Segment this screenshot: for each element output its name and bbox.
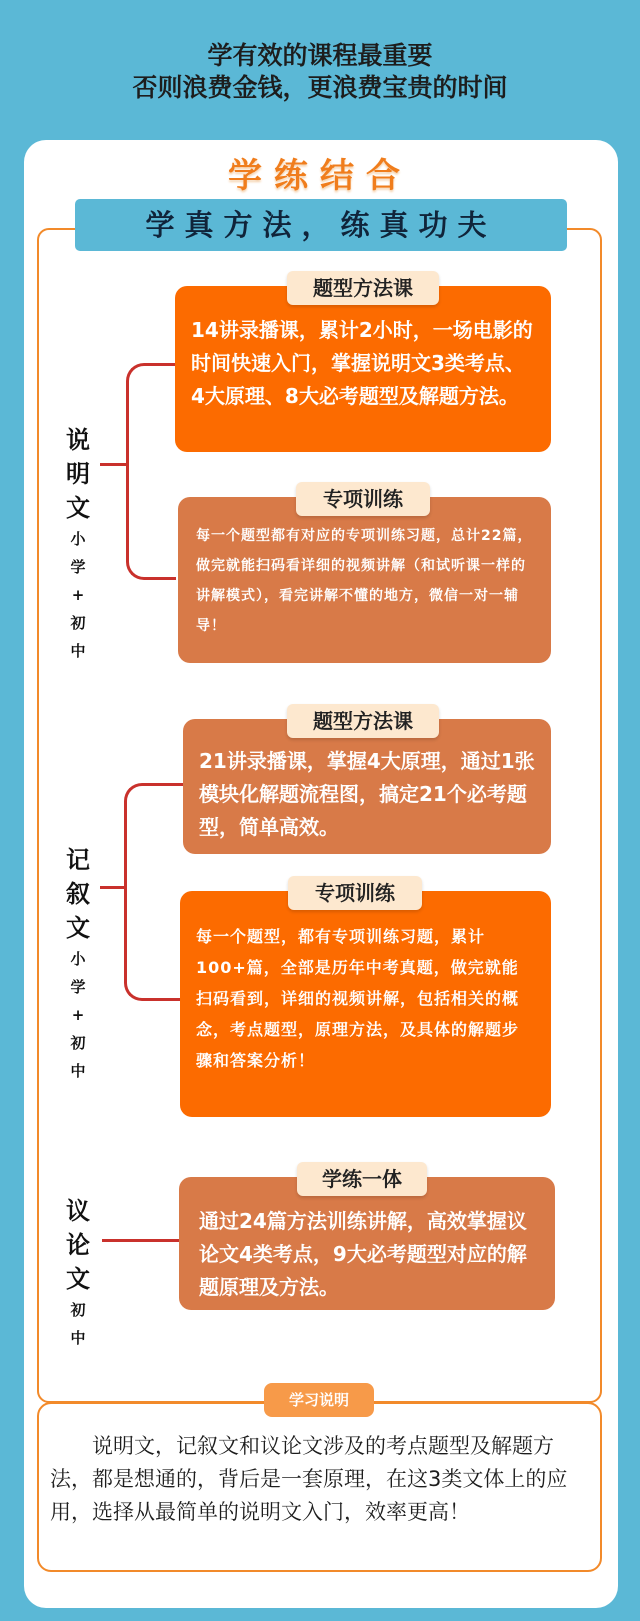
banner: 学真方法，练真功夫 bbox=[75, 199, 567, 251]
group-level-char: + bbox=[71, 1006, 85, 1024]
group-name-char: 说 bbox=[66, 426, 90, 454]
group-name-char: 文 bbox=[66, 494, 90, 522]
card-method-course bbox=[175, 276, 551, 452]
card-text: 21讲录播课，掌握4大原理，通过1张模块化解题流程图，搞定21个必考题型，简单高效。 bbox=[199, 749, 535, 839]
card-tab: 题型方法课 bbox=[287, 271, 439, 305]
group-name-char: 记 bbox=[66, 846, 90, 874]
group-level-char: 中 bbox=[70, 642, 86, 660]
group-name-char: 叙 bbox=[66, 880, 90, 908]
group-level-char: 初 bbox=[70, 1301, 86, 1319]
card-method-course bbox=[183, 709, 551, 854]
group-name-char: 论 bbox=[66, 1231, 90, 1259]
section-title: 学练结合 bbox=[228, 156, 412, 196]
connector-bracket bbox=[126, 363, 176, 580]
group-level-char: 初 bbox=[70, 1034, 86, 1052]
card-tab: 专项训练 bbox=[296, 482, 430, 516]
card-text: 通过24篇方法训练讲解，高效掌握议论文4类考点，9大必考题型对应的解题原理及方法。 bbox=[199, 1209, 527, 1299]
group-level-char: + bbox=[71, 586, 85, 604]
group-level-char: 学 bbox=[70, 558, 86, 576]
card-tab: 题型方法课 bbox=[287, 704, 439, 738]
group-name-char: 明 bbox=[66, 460, 90, 488]
group-name-char: 文 bbox=[66, 1265, 90, 1293]
group-label-argumentative bbox=[60, 1194, 96, 1352]
connector-line bbox=[100, 886, 126, 889]
group-level-char: 中 bbox=[70, 1329, 86, 1347]
card-tab: 专项训练 bbox=[288, 876, 422, 910]
group-level-char: 小 bbox=[70, 950, 86, 968]
card-text: 每一个题型，都有专项训练习题，累计100+篇，全部是历年中考真题，做完就能扫码看到，详细的视频讲解，包括相关的概念，考点题型，原理方法，及具体的解题步骤和答案分析！ bbox=[196, 927, 520, 1070]
card-text: 每一个题型都有对应的专项训练习题，总计22篇，做完就能扫码看详细的视频讲解（和试听课一样的讲解模式），看完讲解不懂的地方，微信一对一辅导！ bbox=[196, 528, 533, 634]
card-tab: 学练一体 bbox=[297, 1162, 427, 1196]
card-text: 14讲录播课，累计2小时，一场电影的时间快速入门，掌握说明文3类考点、4大原理、8大必考题型及解题方法。 bbox=[191, 318, 533, 408]
card-learn-practice bbox=[179, 1167, 555, 1310]
connector-line bbox=[100, 463, 128, 466]
group-name-char: 议 bbox=[66, 1197, 90, 1225]
connector-line bbox=[102, 1239, 179, 1242]
study-note-text: 说明文，记叙文和议论文涉及的考点题型及解题方法，都是想通的，背后是一套原理，在这3类文体上的应用，选择从最简单的说明文入门，效率更高！ bbox=[50, 1434, 568, 1524]
card-special-training bbox=[178, 487, 551, 663]
group-level-char: 小 bbox=[70, 530, 86, 548]
group-level-char: 初 bbox=[70, 614, 86, 632]
group-level-char: 中 bbox=[70, 1062, 86, 1080]
group-name-char: 文 bbox=[66, 914, 90, 942]
group-level-char: 学 bbox=[70, 978, 86, 996]
group-label-expository bbox=[60, 423, 96, 665]
study-note-tab: 学习说明 bbox=[264, 1383, 374, 1417]
group-label-narrative bbox=[60, 843, 96, 1085]
connector-bracket bbox=[124, 783, 186, 1001]
card-special-training bbox=[180, 881, 551, 1117]
header bbox=[0, 40, 640, 104]
header-line-1: 学有效的课程最重要 bbox=[207, 41, 433, 70]
header-line-2: 否则浪费金钱，更浪费宝贵的时间 bbox=[132, 73, 508, 102]
